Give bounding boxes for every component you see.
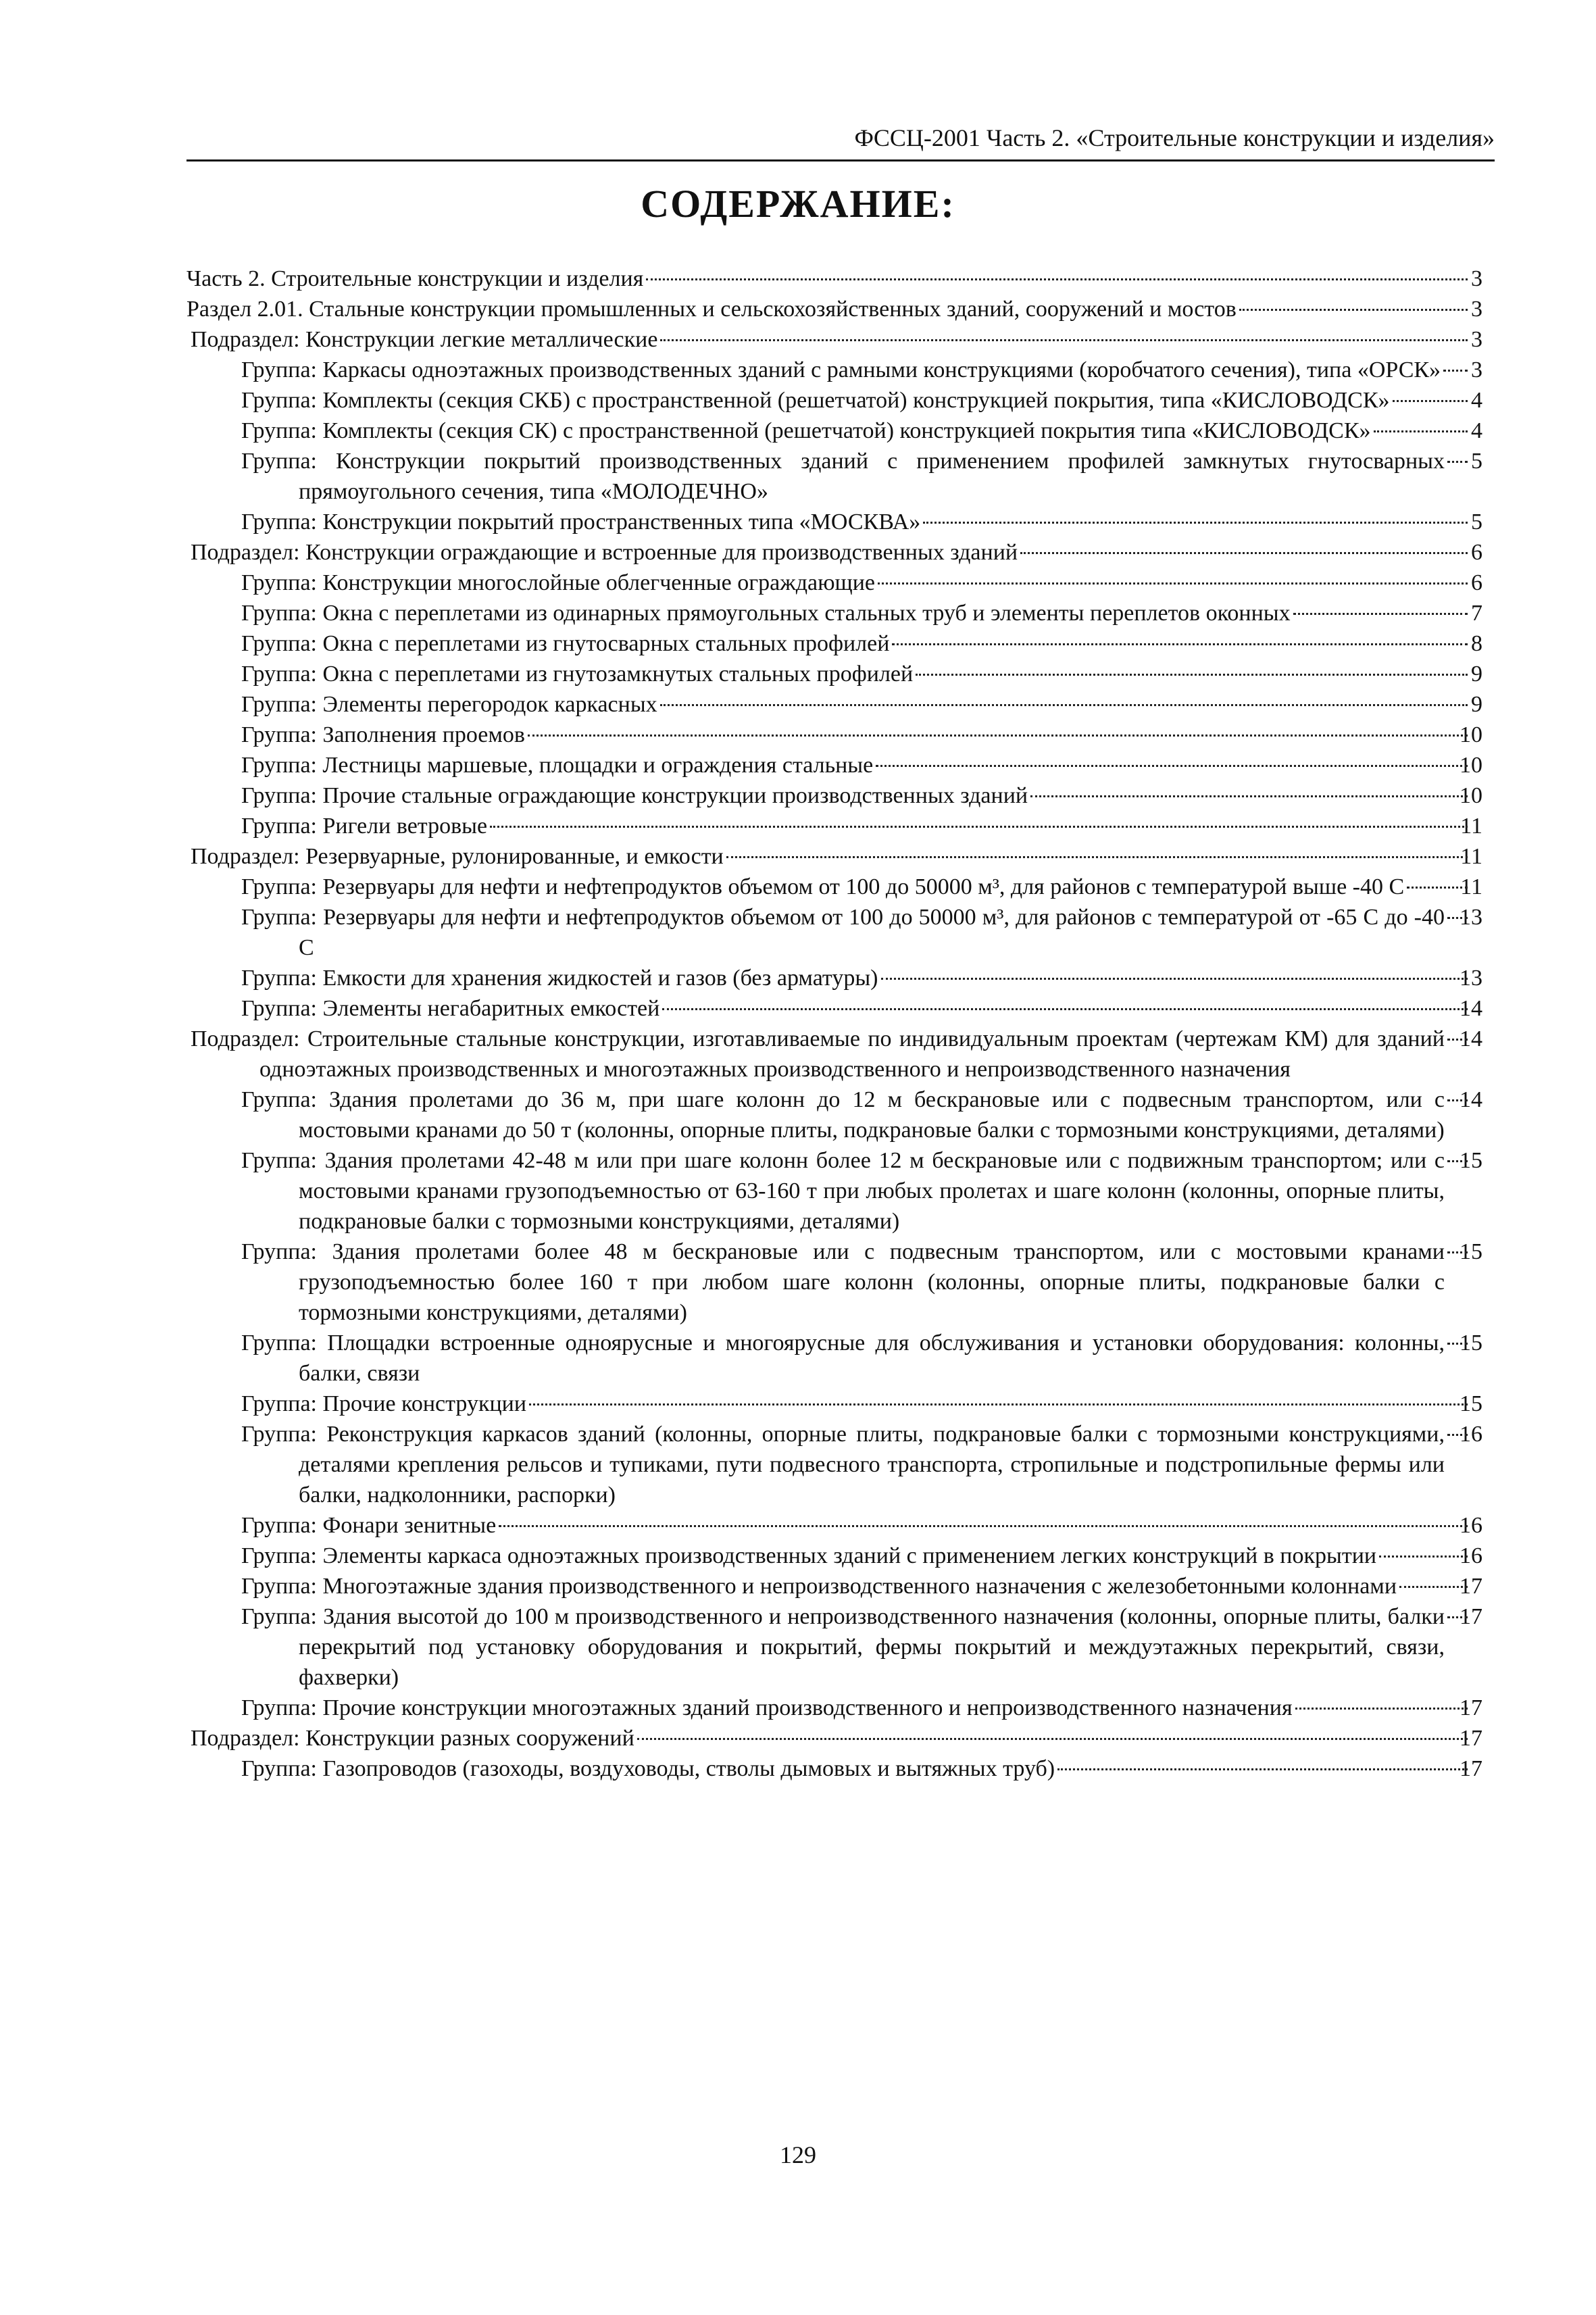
toc-entry xyxy=(186,598,1482,628)
dot-leader xyxy=(1399,1586,1468,1588)
dot-leader xyxy=(1030,795,1468,797)
toc-entry xyxy=(186,780,1482,811)
dot-leader xyxy=(1447,1099,1468,1101)
dot-leader xyxy=(1379,1555,1468,1558)
toc-entry-title: Группа: Элементы негабаритных емкостей xyxy=(241,996,660,1021)
toc-entry-title: Группа: Окна с переплетами из гнутозамкнутых стальных профилей xyxy=(241,662,914,687)
toc-entry xyxy=(186,1571,1482,1601)
toc-entry-page: 11 xyxy=(1460,844,1482,869)
page-number: 129 xyxy=(780,2141,816,2168)
toc-entry xyxy=(186,1601,1482,1693)
toc-entry-title: Подраздел: Строительные стальные конструкции, изготавливаемые по индивидуальным проектам (чертежам КМ) для зданий одноэтажных производственных и многоэтажных производственного и непроизводственного назначения xyxy=(191,1026,1445,1082)
dot-leader xyxy=(726,856,1468,858)
toc-entry-page: 9 xyxy=(1471,662,1482,687)
dot-leader xyxy=(881,978,1468,980)
toc-entry-page: 10 xyxy=(1460,783,1482,808)
page-title: СОДЕРЖАНИЕ: xyxy=(641,182,955,226)
toc-entry-page: 17 xyxy=(1460,1756,1482,1781)
toc-entry xyxy=(186,324,1482,355)
toc-entry-page: 11 xyxy=(1460,874,1482,899)
toc-entry xyxy=(186,720,1482,750)
toc-entry-page: 5 xyxy=(1471,509,1482,534)
dot-leader xyxy=(1057,1768,1468,1770)
dot-leader xyxy=(916,674,1468,676)
toc-entry-page: 3 xyxy=(1471,266,1482,291)
toc-entry xyxy=(186,902,1482,963)
toc-entry-page: 7 xyxy=(1471,601,1482,626)
toc-entry-page: 3 xyxy=(1471,357,1482,382)
toc-entry-title: Группа: Здания пролетами до 36 м, при шаге колонн до 12 м бескрановые или с подвесным транспортом, или с мостовыми кранами до 50 т (колонны, опорные плиты, подкрановые балки с тормозными конструкциями, деталями) xyxy=(241,1087,1445,1143)
toc-entry-title: Группа: Элементы перегородок каркасных xyxy=(241,692,657,717)
toc-entry-title: Группа: Конструкции покрытий производственных зданий с применением профилей замкнутых гнутосварных прямоугольного сечения, типа «МОЛОДЕЧНО» xyxy=(241,449,1445,504)
toc-entry-page: 5 xyxy=(1471,449,1482,474)
toc-entry-page: 4 xyxy=(1471,388,1482,413)
toc-entry-title: Группа: Резервуары для нефти и нефтепродуктов объемом от 100 до 50000 м³, для районов с температурой от -65 С до -40 С xyxy=(241,905,1445,960)
toc-entry xyxy=(186,1753,1482,1784)
toc-entry-title: Подраздел: Резервуарные, рулонированные, и емкости xyxy=(191,844,724,869)
dot-leader xyxy=(923,522,1468,524)
toc-entry-title: Группа: Газопроводов (газоходы, воздуховоды, стволы дымовых и вытяжных труб) xyxy=(241,1756,1055,1781)
dot-leader xyxy=(1447,917,1468,919)
toc-entry-title: Группа: Прочие конструкции xyxy=(241,1391,527,1416)
dot-leader xyxy=(1293,613,1468,615)
toc-entry-title: Группа: Элементы каркаса одноэтажных производственных зданий с применением легких конструкций в покрытии xyxy=(241,1543,1377,1568)
toc-entry-title: Группа: Реконструкция каркасов зданий (колонны, опорные плиты, подкрановые балки с тормозными конструкциями, деталями крепления рельсов и тупиками, пути подвесного транспорта, стропильные и подстропильные фермы или балки, надколонники, распорки) xyxy=(241,1422,1445,1508)
toc-entry-page: 16 xyxy=(1460,1513,1482,1538)
toc-entry xyxy=(186,841,1482,872)
toc-entry-page: 6 xyxy=(1471,540,1482,565)
toc-entry-page: 10 xyxy=(1460,753,1482,778)
toc-entry-page: 13 xyxy=(1460,966,1482,991)
toc-entry xyxy=(186,1145,1482,1237)
toc-entry-title: Подраздел: Конструкции легкие металлические xyxy=(191,327,658,352)
toc-entry xyxy=(186,963,1482,993)
toc-entry xyxy=(186,1237,1482,1328)
dot-leader xyxy=(662,1008,1468,1010)
toc-entry-title: Группа: Окна с переплетами из гнутосварных стальных профилей xyxy=(241,631,890,656)
toc-entry xyxy=(186,1024,1482,1085)
toc-entry-page: 6 xyxy=(1471,570,1482,595)
toc-entry-title: Группа: Заполнения проемов xyxy=(241,722,525,747)
toc-entry-title: Группа: Конструкции многослойные облегченные ограждающие xyxy=(241,570,875,595)
header-rule xyxy=(186,159,1495,161)
dot-leader xyxy=(1447,1343,1468,1345)
toc-entry-title: Группа: Емкости для хранения жидкостей и газов (без арматуры) xyxy=(241,966,878,991)
toc-entry xyxy=(186,872,1482,902)
dot-leader xyxy=(660,704,1468,706)
dot-leader xyxy=(637,1738,1468,1740)
toc-entry xyxy=(186,355,1482,385)
toc-entry-title: Группа: Резервуары для нефти и нефтепродуктов объемом от 100 до 50000 м³, для районов с температурой выше -40 С xyxy=(241,874,1405,899)
toc-entry xyxy=(186,628,1482,659)
toc-entry xyxy=(186,689,1482,720)
dot-leader xyxy=(1447,1616,1468,1618)
toc-entry xyxy=(186,446,1482,507)
dot-leader xyxy=(1393,400,1468,402)
dot-leader xyxy=(1407,887,1468,889)
dot-leader xyxy=(1443,370,1468,372)
toc-entry-page: 17 xyxy=(1460,1604,1482,1629)
dot-leader xyxy=(876,765,1468,767)
toc-entry xyxy=(186,1510,1482,1541)
toc-entry xyxy=(186,1541,1482,1571)
toc-entry-title: Группа: Лестницы маршевые, площадки и ограждения стальные xyxy=(241,753,874,778)
dot-leader xyxy=(1020,552,1468,554)
toc-entry-title: Часть 2. Строительные конструкции и изделия xyxy=(186,266,644,291)
toc-entry-page: 8 xyxy=(1471,631,1482,656)
toc-entry-page: 11 xyxy=(1460,814,1482,839)
table-of-contents xyxy=(186,264,1482,1784)
toc-entry xyxy=(186,1419,1482,1510)
toc-entry xyxy=(186,750,1482,780)
toc-entry xyxy=(186,1085,1482,1145)
dot-leader xyxy=(499,1525,1468,1527)
toc-entry-page: 14 xyxy=(1460,1087,1482,1112)
dot-leader xyxy=(1447,1251,1468,1253)
toc-entry-page: 9 xyxy=(1471,692,1482,717)
toc-entry xyxy=(186,294,1482,324)
dot-leader xyxy=(490,826,1468,828)
toc-entry-title: Группа: Каркасы одноэтажных производственных зданий с рамными конструкциями (коробчатого сечения), типа «ОРСК» xyxy=(241,357,1441,382)
toc-entry-page: 15 xyxy=(1460,1330,1482,1355)
toc-entry-page: 16 xyxy=(1460,1543,1482,1568)
toc-entry-title: Группа: Конструкции покрытий пространственных типа «МОСКВА» xyxy=(241,509,921,534)
toc-entry-title: Группа: Комплекты (секция СК) с пространственной (решетчатой) конструкцией покрытия типа «КИСЛОВОДСК» xyxy=(241,418,1371,443)
toc-entry-title: Группа: Прочие стальные ограждающие конструкции производственных зданий xyxy=(241,783,1028,808)
toc-entry-page: 14 xyxy=(1460,1026,1482,1051)
toc-entry xyxy=(186,264,1482,294)
toc-entry-title: Подраздел: Конструкции ограждающие и встроенные для производственных зданий xyxy=(191,540,1018,565)
dot-leader xyxy=(1447,1434,1468,1436)
toc-entry-title: Группа: Окна с переплетами из одинарных прямоугольных стальных труб и элементы переплетов оконных xyxy=(241,601,1291,626)
toc-entry-page: 15 xyxy=(1460,1391,1482,1416)
dot-leader xyxy=(1239,309,1468,311)
toc-entry-page: 17 xyxy=(1460,1574,1482,1599)
running-header: ФССЦ-2001 Часть 2. «Строительные конструкции и изделия» xyxy=(854,124,1495,151)
dot-leader xyxy=(1374,430,1468,432)
toc-entry-title: Подраздел: Конструкции разных сооружений xyxy=(191,1726,634,1751)
toc-entry-page: 17 xyxy=(1460,1695,1482,1720)
toc-entry-title: Группа: Многоэтажные здания производственного и непроизводственного назначения с железобетонными колоннами xyxy=(241,1574,1397,1599)
toc-entry xyxy=(186,1723,1482,1753)
toc-entry xyxy=(186,416,1482,446)
toc-entry xyxy=(186,811,1482,841)
toc-entry-page: 15 xyxy=(1460,1148,1482,1173)
toc-entry xyxy=(186,507,1482,537)
toc-entry-page: 3 xyxy=(1471,297,1482,322)
toc-entry xyxy=(186,537,1482,568)
toc-entry-title: Группа: Здания пролетами 42-48 м или при шаге колонн более 12 м бескрановые или с подвижным транспортом; или с мостовыми кранами грузоподъемностью от 63-160 т при любых пролетах и шаге колонн (колонны, опорные плиты, подкрановые балки с тормозными конструкциями, деталями) xyxy=(241,1148,1445,1234)
dot-leader xyxy=(660,339,1468,341)
toc-entry xyxy=(186,993,1482,1024)
toc-entry-title: Группа: Ригели ветровые xyxy=(241,814,488,839)
dot-leader xyxy=(646,278,1468,280)
dot-leader xyxy=(1447,461,1468,463)
toc-entry-page: 13 xyxy=(1460,905,1482,930)
toc-entry xyxy=(186,385,1482,416)
toc-entry-page: 15 xyxy=(1460,1239,1482,1264)
toc-entry-title: Группа: Здания высотой до 100 м производственного и непроизводственного назначения (колонны, опорные плиты, балки перекрытий под установку оборудования и покрытий, фермы покрытий и междуэтажных перекрытий, связи, фахверки) xyxy=(241,1604,1445,1690)
dot-leader xyxy=(1295,1708,1468,1710)
toc-entry-title: Группа: Фонари зенитные xyxy=(241,1513,497,1538)
dot-leader xyxy=(878,582,1468,584)
dot-leader xyxy=(529,1403,1468,1405)
toc-entry xyxy=(186,1328,1482,1389)
toc-entry-page: 10 xyxy=(1460,722,1482,747)
toc-entry-page: 16 xyxy=(1460,1422,1482,1447)
dot-leader xyxy=(892,643,1468,645)
toc-entry-page: 14 xyxy=(1460,996,1482,1021)
dot-leader xyxy=(1447,1160,1468,1162)
toc-entry xyxy=(186,568,1482,598)
toc-entry-title: Группа: Комплекты (секция СКБ) с пространственной (решетчатой) конструкцией покрытия, типа «КИСЛОВОДСК» xyxy=(241,388,1390,413)
toc-entry-page: 3 xyxy=(1471,327,1482,352)
toc-entry-title: Группа: Площадки встроенные одноярусные и многоярусные для обслуживания и установки оборудования: колонны, балки, связи xyxy=(241,1330,1445,1386)
toc-entry xyxy=(186,1389,1482,1419)
dot-leader xyxy=(1447,1039,1468,1041)
toc-entry-title: Раздел 2.01. Стальные конструкции промышленных и сельскохозяйственных зданий, сооружений и мостов xyxy=(186,297,1237,322)
toc-entry-title: Группа: Прочие конструкции многоэтажных зданий производственного и непроизводственного назначения xyxy=(241,1695,1293,1720)
toc-entry-page: 17 xyxy=(1460,1726,1482,1751)
dot-leader xyxy=(528,735,1468,737)
toc-entry xyxy=(186,659,1482,689)
toc-entry xyxy=(186,1693,1482,1723)
toc-entry-title: Группа: Здания пролетами более 48 м бескрановые или с подвесным транспортом, или с мостовыми кранами грузоподъемностью более 160 т при любом шаге колонн (колонны, опорные плиты, подкрановые балки с тормозными конструкциями, деталями) xyxy=(241,1239,1445,1325)
toc-entry-page: 4 xyxy=(1471,418,1482,443)
